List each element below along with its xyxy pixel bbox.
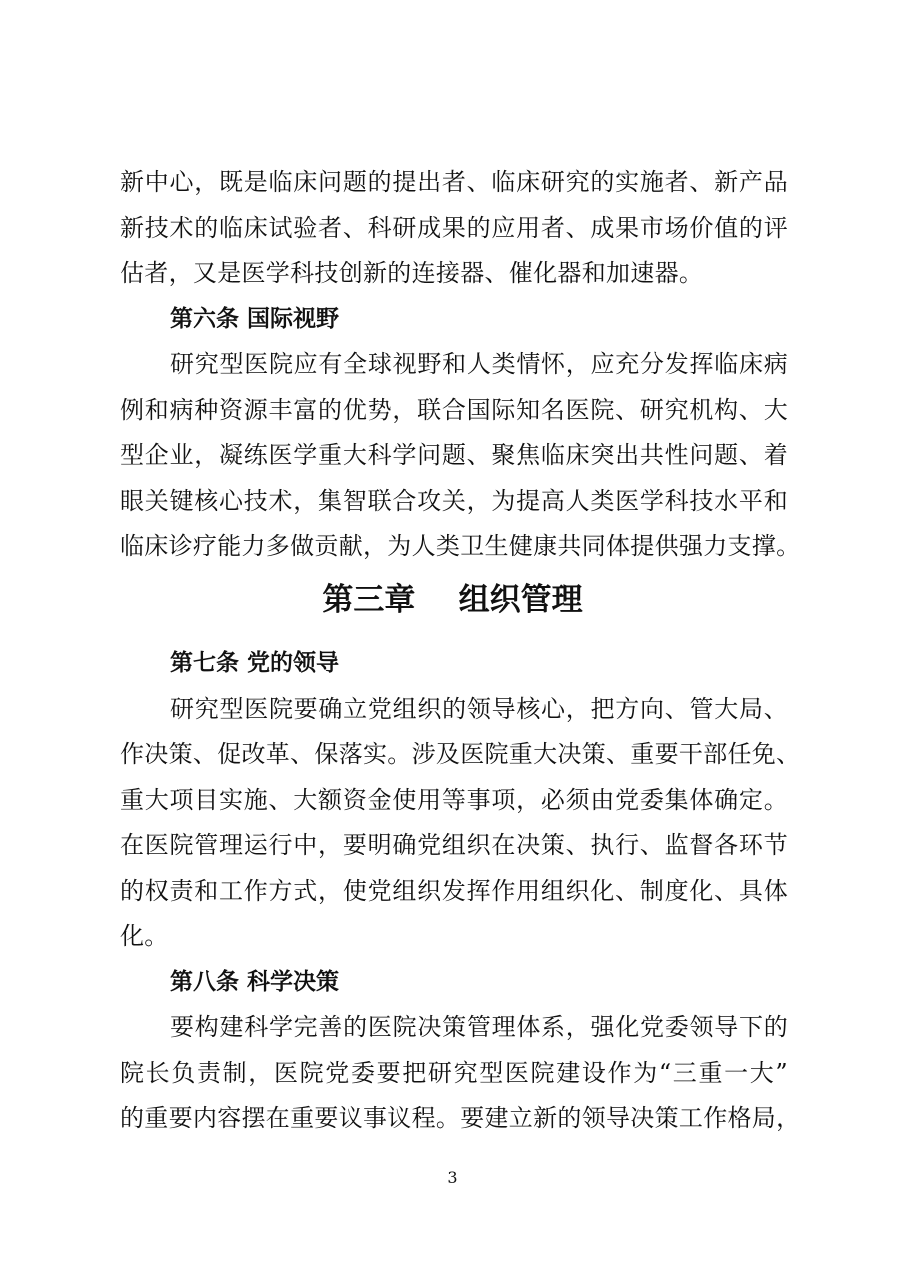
article-6-title: 第六条 国际视野 [170, 305, 340, 332]
paragraph-line: 型企业，凝练医学重大科学问题、聚焦临床突出共性问题、着 [120, 441, 788, 469]
page-number: 3 [447, 1168, 458, 1187]
paragraph-line: 眼关键核心技术，集智联合攻关，为提高人类医学科技水平和 [120, 486, 788, 515]
paragraph-line: 研究型医院要确立党组织的领导核心，把方向、管大局、 [170, 694, 788, 723]
paragraph-line: 在医院管理运行中，要明确党组织在决策、执行、监督各环节 [120, 831, 788, 859]
paragraph-line: 临床诊疗能力多做贡献，为人类卫生健康共同体提供强力支撑。 [120, 532, 801, 560]
paragraph-line: 院长负责制，医院党委要把研究型医院建设作为“三重一大” [120, 1058, 788, 1087]
text-block-bottom [120, 641, 801, 1142]
paragraph-line: 要构建科学完善的医院决策管理体系，强化党委领导下的 [170, 1013, 788, 1041]
article-8-title: 第八条 科学决策 [170, 968, 340, 995]
paragraph-line: 的重要内容摆在重要议事议程。要建立新的领导决策工作格局， [120, 1104, 801, 1132]
paragraph-line: 例和病种资源丰富的优势，联合国际知名医院、研究机构、大 [120, 395, 788, 424]
text-block-top [120, 160, 801, 570]
paragraph-line: 化。 [120, 922, 169, 950]
chapter-heading: 第三章 组织管理 [322, 582, 583, 618]
paragraph-line: 重大项目实施、大额资金使用等事项，必须由党委集体确定。 [120, 785, 788, 814]
article-7-title: 第七条 党的领导 [170, 650, 340, 676]
paragraph-line: 作决策、促改革、保落实。涉及医院重大决策、重要干部任免、 [120, 740, 801, 768]
paragraph-line: 新中心，既是临床问题的提出者、临床研究的实施者、新产品 [120, 168, 788, 196]
paragraph-line: 研究型医院应有全球视野和人类情怀，应充分发挥临床病 [170, 350, 788, 378]
paragraph-line: 的权责和工作方式，使党组织发挥作用组织化、制度化、具体 [120, 876, 788, 905]
paragraph-line: 估者，又是医学科技创新的连接器、催化器和加速器。 [120, 259, 704, 287]
paragraph-line: 新技术的临床试验者、科研成果的应用者、成果市场价值的评 [120, 213, 788, 242]
